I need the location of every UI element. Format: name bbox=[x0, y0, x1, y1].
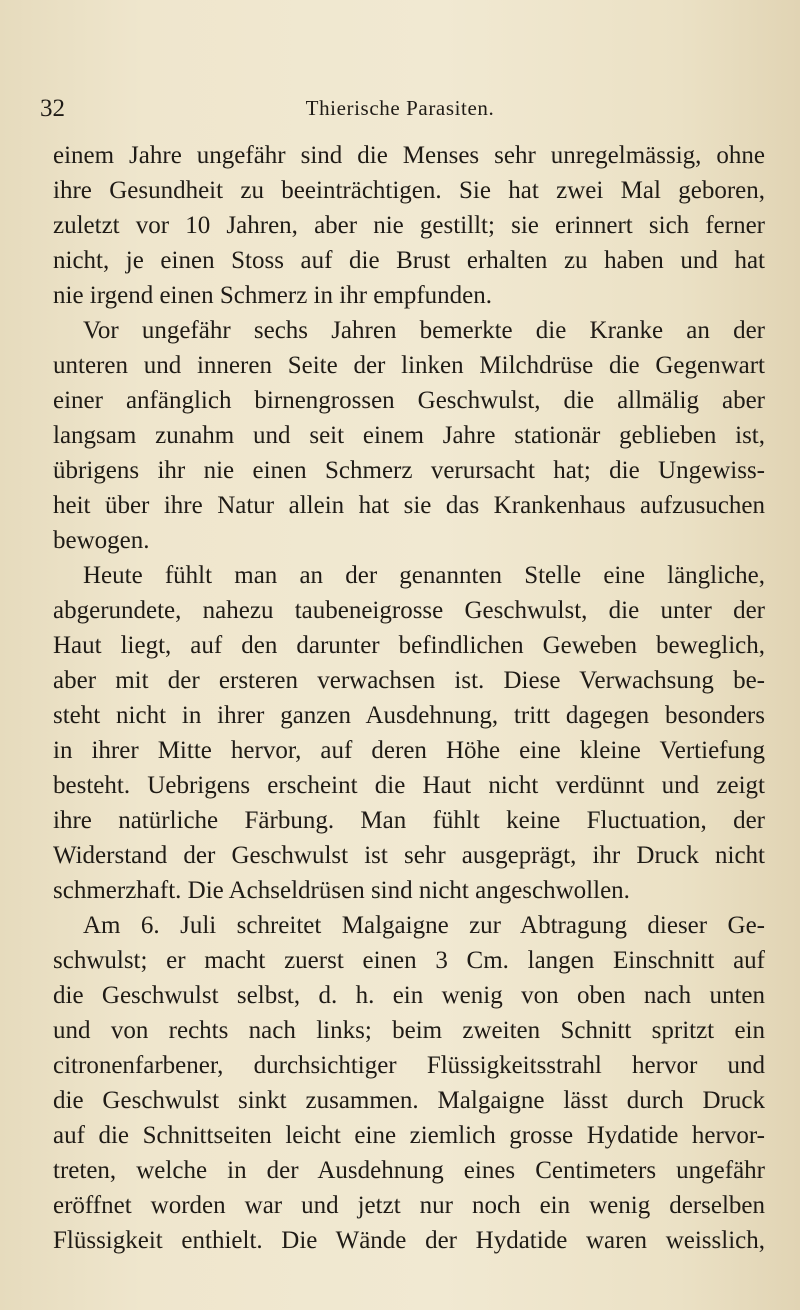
text-line: heit über ihre Natur allein hat sie das Krankenhaus aufzusuchen bbox=[53, 492, 765, 519]
text-line: Heute fühlt man an der genannten Stelle eine längliche, bbox=[83, 562, 765, 589]
text-line: und von rechts nach links; beim zweiten Schnitt spritzt ein bbox=[53, 1017, 765, 1044]
text-line: steht nicht in ihrer ganzen Ausdehnung, tritt dagegen besonders bbox=[53, 702, 765, 729]
text-line: übrigens ihr nie einen Schmerz verursacht hat; die Ungewiss- bbox=[53, 457, 765, 484]
text-line: die Geschwulst sinkt zusammen. Malgaigne lässt durch Druck bbox=[53, 1087, 765, 1114]
text-line: Haut liegt, auf den darunter befindlichen Geweben beweglich, bbox=[53, 632, 765, 659]
text-line: ihre Gesundheit zu beeinträchtigen. Sie hat zwei Mal geboren, bbox=[53, 177, 765, 204]
text-line: nie irgend einen Schmerz in ihr empfunden. bbox=[53, 282, 492, 309]
text-line: citronenfarbener, durchsichtiger Flüssigkeitsstrahl hervor und bbox=[53, 1052, 765, 1079]
text-line: abgerundete, nahezu taubeneigrosse Geschwulst, die unter der bbox=[53, 597, 765, 624]
text-line: Widerstand der Geschwulst ist sehr ausgeprägt, ihr Druck nicht bbox=[53, 842, 765, 869]
text-line: die Geschwulst selbst, d. h. ein wenig von oben nach unten bbox=[53, 982, 765, 1009]
text-line: einem Jahre ungefähr sind die Menses sehr unregelmässig, ohne bbox=[53, 142, 765, 169]
page-number: 32 bbox=[40, 95, 65, 122]
text-line: in ihrer Mitte hervor, auf deren Höhe eine kleine Vertiefung bbox=[53, 737, 765, 764]
text-line: aber mit der ersteren verwachsen ist. Diese Verwachsung be- bbox=[53, 667, 765, 694]
body-text bbox=[53, 138, 765, 1258]
text-line: eröffnet worden war und jetzt nur noch ein wenig derselben bbox=[53, 1192, 765, 1219]
text-line: nicht, je einen Stoss auf die Brust erhalten zu haben und hat bbox=[53, 247, 765, 274]
text-line: auf die Schnittseiten leicht eine ziemlich grosse Hydatide hervor- bbox=[53, 1122, 765, 1149]
text-line: Am 6. Juli schreitet Malgaigne zur Abtragung dieser Ge- bbox=[83, 912, 765, 939]
text-line: treten, welche in der Ausdehnung eines Centimeters ungefähr bbox=[53, 1157, 765, 1184]
text-line: langsam zunahm und seit einem Jahre stationär geblieben ist, bbox=[53, 422, 765, 449]
text-line: besteht. Uebrigens erscheint die Haut nicht verdünnt und zeigt bbox=[53, 772, 765, 799]
text-line: einer anfänglich birnengrossen Geschwulst, die allmälig aber bbox=[53, 387, 765, 414]
text-line: bewogen. bbox=[53, 527, 150, 554]
text-line: schmerzhaft. Die Achseldrüsen sind nicht angeschwollen. bbox=[53, 877, 630, 904]
text-line: Flüssigkeit enthielt. Die Wände der Hydatide waren weisslich, bbox=[53, 1227, 765, 1254]
text-line: zuletzt vor 10 Jahren, aber nie gestillt; sie erinnert sich ferner bbox=[53, 212, 765, 239]
running-head: Thierische Parasiten. bbox=[305, 96, 495, 120]
text-line: schwulst; er macht zuerst einen 3 Cm. langen Einschnitt auf bbox=[53, 947, 765, 974]
text-line: Vor ungefähr sechs Jahren bemerkte die Kranke an der bbox=[83, 317, 765, 344]
text-line: ihre natürliche Färbung. Man fühlt keine Fluctuation, der bbox=[53, 807, 765, 834]
text-line: unteren und inneren Seite der linken Milchdrüse die Gegenwart bbox=[53, 352, 765, 379]
